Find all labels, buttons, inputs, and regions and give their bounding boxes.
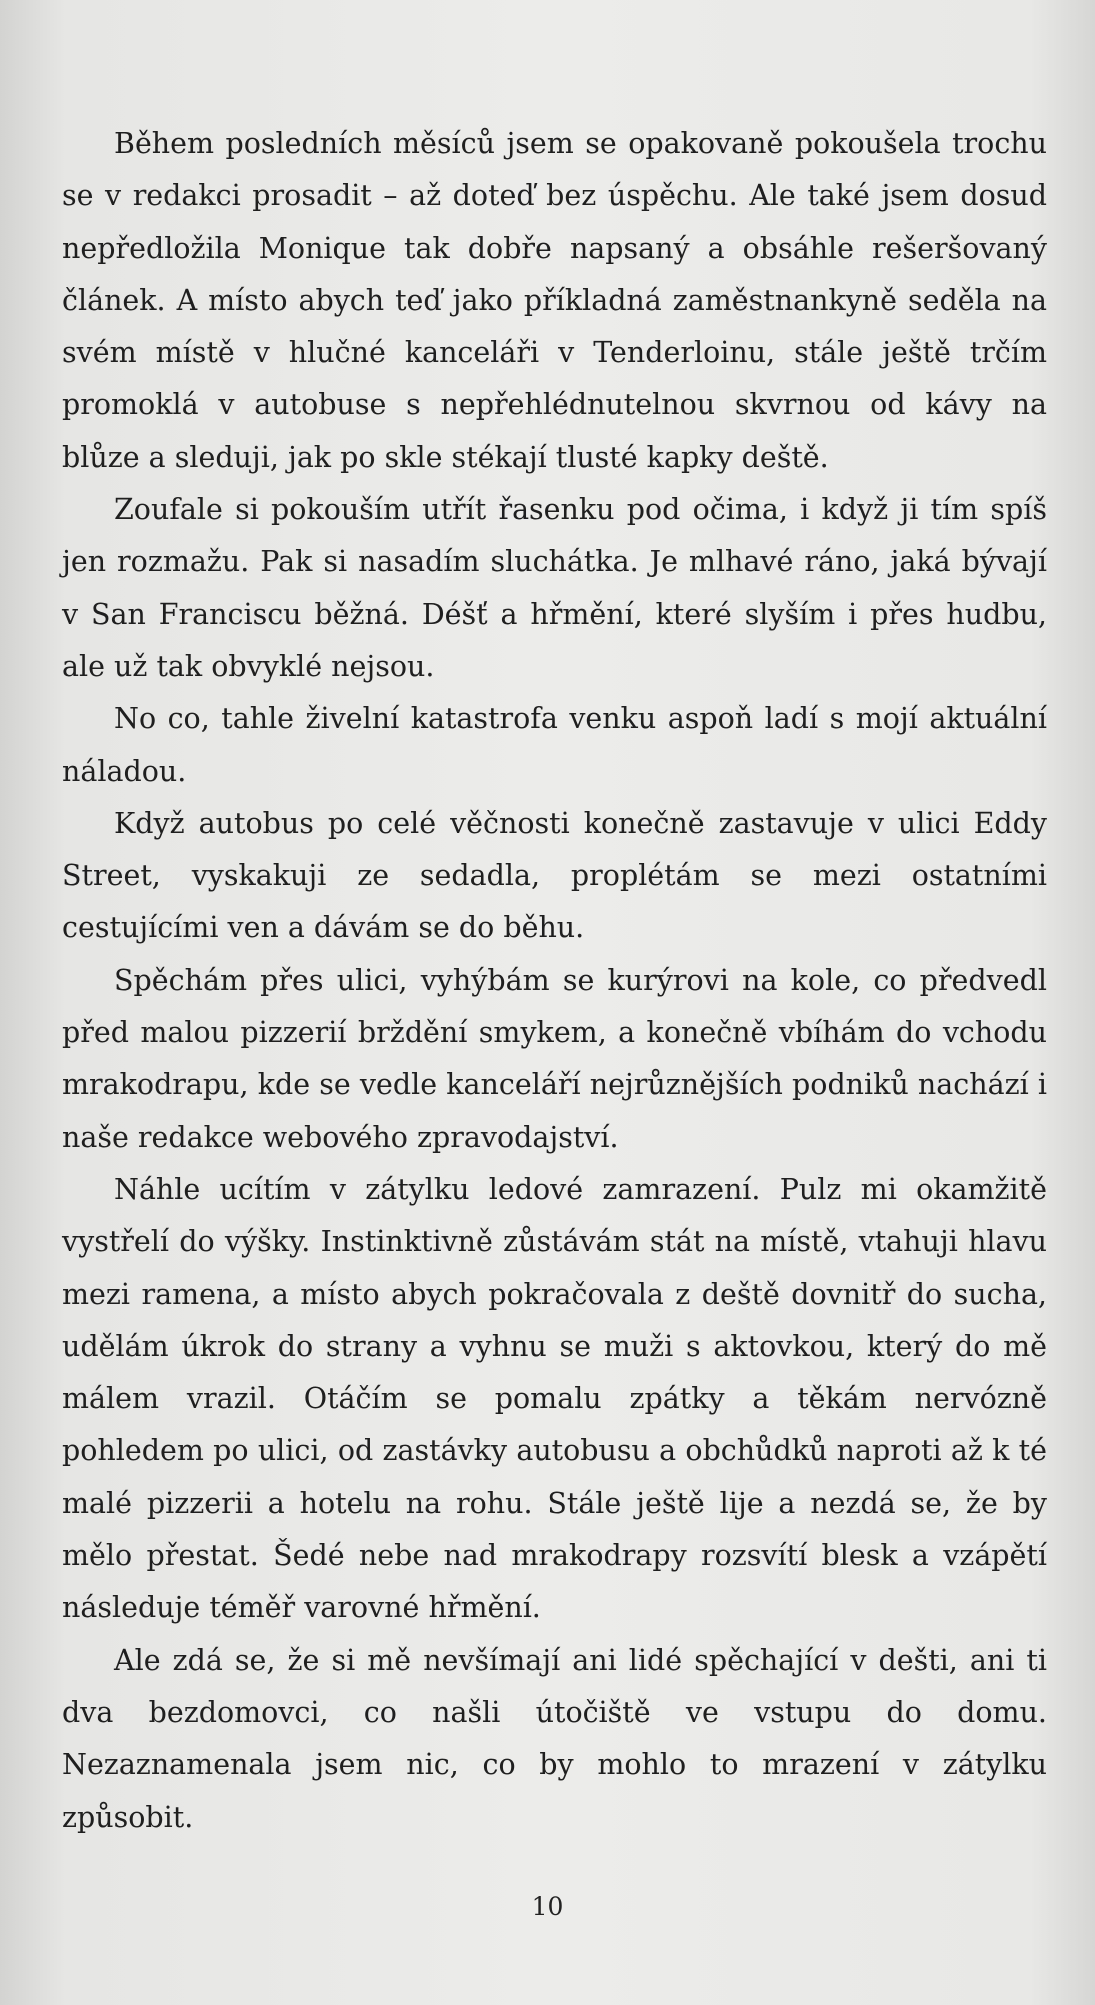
paragraph-2: Zoufale si pokouším utřít řasenku pod očima, i když ji tím spíš jen rozmažu. Pak si nasadím sluchátka. Je mlhavé ráno, jaká bývají v San Franciscu běžná. Déšť a hřmění, které slyším i přes hudbu, ale už tak obvyklé nejsou. (62, 493, 1047, 683)
paragraph-3: No co, tahle živelní katastrofa venku aspoň ladí s mojí aktuální náladou. (62, 702, 1047, 788)
paragraph-6: Náhle ucítím v zátylku ledové zamrazení. Pulz mi okamžitě vystřelí do výšky. Instinktivně zůstávám stát na místě, vtahuji hlavu mezi ramena, a místo abych pokračovala z deště dovnitř do sucha, udělám úkrok do strany a vyhnu se muži s aktovkou, který do mě málem vrazil. Otáčím se pomalu zpátky a těkám nervózně pohledem po ulici, od zastávky autobusu a obchůdků naproti až k té malé pizzerii a hotelu na rohu. Stále ještě lije a nezdá se, že by mělo přestat. Šedé nebe nad mrakodrapy rozsvítí blesk a vzápětí následuje téměř varovné hřmění. (62, 1172, 1047, 1625)
paragraph-1: Během posledních měsíců jsem se opakovaně pokoušela trochu se v redakci prosadit – až doteď bez úspěchu. Ale také jsem dosud nepředložila Monique tak dobře napsaný a obsáhle rešeršovaný článek. A místo abych teď jako příkladná zaměstnankyně seděla na svém místě v hlučné kanceláři v Tenderloinu, stále ještě trčím promoklá v autobuse s nepřehlédnutelnou skvrnou od kávy na blůze a sleduji, jak po skle stékají tlusté kapky deště. (62, 127, 1047, 474)
paragraph-7: Ale zdá se, že si mě nevšímají ani lidé spěchající v dešti, ani ti dva bezdomovci, co našli útočiště ve vstupu do domu. Nezaznamenala jsem nic, co by mohlo to mrazení v zátylku způsobit. (62, 1643, 1047, 1834)
body-text (62, 118, 1047, 1844)
page-number: 10 (531, 1892, 564, 1921)
paragraph-4: Když autobus po celé věčnosti konečně zastavuje v ulici Eddy Street, vyskakuji ze sedadla, proplétám se mezi ostatními cestujícími ven a dávám se do běhu. (62, 806, 1047, 945)
paragraph-5: Spěchám přes ulici, vyhýbám se kurýrovi na kole, co předvedl před malou pizzerií brždění smykem, a konečně vbíhám do vchodu mrakodrapu, kde se vedle kanceláří nejrůznějších podniků nachází i naše redakce webového zpravodajství. (62, 963, 1047, 1154)
